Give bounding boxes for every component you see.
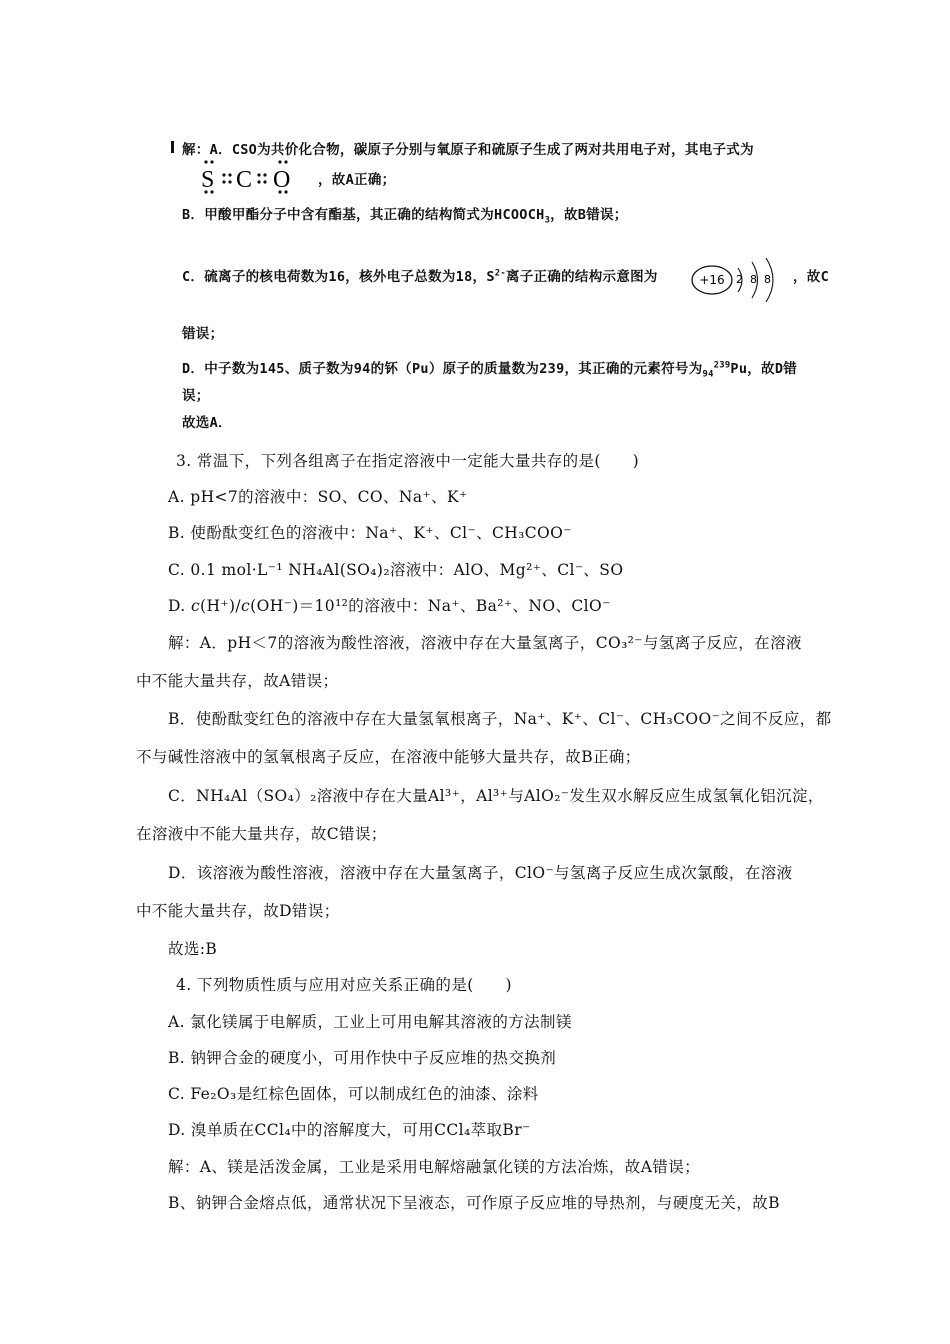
answer-2-text-d3: ，故C — [793, 269, 830, 285]
question-3-answer-5-text: C．NH₄Al（SO₄）₂溶液中存在大量Al³⁺，Al³⁺与AlO₂⁻发生双水解反应生成氢氧化铝沉淀， — [168, 787, 824, 805]
question-3-answer-3 — [168, 707, 831, 729]
answer-2-line-b — [318, 168, 395, 188]
question-3-answer-6 — [136, 822, 387, 844]
question-3-stem — [176, 449, 639, 471]
question-4-option-a-text: A. 氯化镁属于电解质，工业上可用电解其溶液的方法制镁 — [168, 1013, 572, 1031]
answer-2-text-c: B．甲酸甲酯分子中含有酯基，其正确的结构简式为HCOOCH — [182, 207, 545, 223]
nucleus-charge: +16 — [699, 273, 725, 287]
answer-2-line-a — [182, 138, 754, 158]
answer-2-line-d3 — [793, 265, 829, 285]
concentration-symbol: c — [241, 597, 251, 615]
question-3-option-a — [168, 485, 468, 507]
answer-2-line-g — [182, 384, 210, 404]
question-3-answer-2-text: 中不能大量共存，故A错误； — [136, 672, 339, 690]
question-4-option-a — [168, 1010, 572, 1032]
answer-2-text-c2: ，故B错误； — [550, 207, 628, 223]
question-3-answer-6-text: 在溶液中不能大量共存，故C错误； — [136, 825, 387, 843]
question-3-answer-2 — [136, 669, 338, 691]
shell-1-electrons: 2 — [736, 273, 743, 286]
answer-2-line-c — [182, 203, 628, 226]
question-4-option-b — [168, 1046, 556, 1068]
answer-2-text-d: C．硫离子的核电荷数为16，核外电子总数为18，S — [182, 269, 495, 285]
answer-2-text-d2: 离子正确的结构示意图为 — [505, 269, 658, 285]
question-4-answer-1 — [168, 1155, 700, 1177]
question-3-option-c — [168, 558, 623, 580]
question-4-option-b-text: B. 钠钾合金的硬度小，可用作快中子反应堆的热交换剂 — [168, 1049, 557, 1067]
question-4-stem — [176, 973, 512, 995]
shell-3-electrons: 8 — [764, 273, 771, 286]
question-4-option-d — [168, 1118, 531, 1140]
question-3-option-b-text: B. 使酚酞变红色的溶液中：Na⁺、K⁺、Cl⁻、CH₃COO⁻ — [168, 524, 572, 542]
question-3-answer-8 — [136, 899, 340, 921]
question-3-answer-4 — [136, 745, 641, 767]
question-3-answer-9-text: 故选:B — [168, 940, 218, 958]
question-3-answer-7-text: D．该溶液为酸性溶液，溶液中存在大量氢离子，ClO⁻与氢离子反应生成次氯酸，在溶液 — [168, 864, 793, 882]
question-4-answer-1-text: 解：A、镁是活泼金属，工业是采用电解熔融氯化镁的方法冶炼，故A错误； — [168, 1158, 700, 1176]
question-3-answer-8-text: 中不能大量共存，故D错误； — [136, 902, 340, 920]
question-3-answer-9 — [168, 937, 217, 959]
question-3-answer-7 — [168, 861, 793, 883]
shell-2-electrons: 8 — [750, 273, 757, 286]
question-4-stem-text: 4. 下列物质性质与应用对应关系正确的是( ) — [176, 976, 512, 994]
lewis-structure-cso — [200, 158, 310, 194]
question-3-option-d-mid: (H⁺)/ — [200, 597, 242, 615]
answer-2-line-h — [182, 411, 232, 431]
lewis-s: S — [201, 167, 215, 193]
answer-2-line-f — [182, 357, 798, 380]
concentration-symbol: c — [190, 597, 201, 615]
question-3-option-c-text: C. 0.1 mol·L⁻¹ NH₄Al(SO₄)₂溶液中：AlO、Mg²⁺、Cl⁻、SO — [168, 561, 624, 579]
question-4-option-c — [168, 1082, 539, 1104]
question-4-option-c-text: C. Fe₂O₃是红棕色固体，可以制成红色的油漆、涂料 — [168, 1085, 539, 1103]
question-3-answer-1 — [168, 631, 802, 653]
answer-2-text-f: D．中子数为145、质子数为94的钚（Pu）原子的质量数为239，其正确的元素符号为 — [182, 361, 703, 377]
lewis-c: C — [236, 167, 253, 193]
subscript-3: 3 — [544, 215, 551, 226]
sulfide-ion-structure-diagram — [690, 258, 800, 302]
subscript-94: 94 — [702, 369, 714, 380]
question-3-option-d — [168, 594, 611, 616]
question-4-answer-2 — [168, 1191, 780, 1213]
question-3-option-d-prefix: D. — [168, 597, 191, 615]
question-3-option-a-text: A. pH<7的溶液中：SO、CO、Na⁺、K⁺ — [168, 488, 468, 506]
answer-2-line-e — [182, 322, 223, 342]
question-3-answer-1-text: 解：A．pH＜7的溶液为酸性溶液，溶液中存在大量氢离子，CO₃²⁻与氢离子反应，在溶液 — [168, 634, 802, 652]
lewis-o: O — [273, 167, 291, 193]
question-3-answer-3-text: B．使酚酞变红色的溶液中存在大量氢氧根离子，Na⁺、K⁺、Cl⁻、CH₃COO⁻之间不反应，都 — [168, 710, 832, 728]
superscript-239: 239 — [713, 360, 731, 371]
answer-2-text-f2: Pu，故D错 — [730, 361, 798, 377]
question-4-option-d-text: D. 溴单质在CCl₄中的溶解度大，可用CCl₄萃取Br⁻ — [168, 1121, 531, 1139]
margin-marker — [171, 141, 174, 153]
answer-2-text-h: 故选A． — [182, 415, 232, 431]
question-3-option-b — [168, 521, 572, 543]
answer-2-line-d — [182, 265, 658, 285]
question-3-option-d-end: (OH⁻)＝10¹²的溶液中：Na⁺、Ba²⁺、NO、ClO⁻ — [250, 597, 611, 615]
answer-2-text-a: 解：A．CSO为共价化合物，碳原子分别与氧原子和硫原子生成了两对共用电子对，其电子式为 — [182, 142, 754, 158]
answer-2-text-e: 错误； — [182, 326, 224, 342]
question-4-answer-2-text: B、钠钾合金熔点低，通常状况下呈液态，可作原子反应堆的导热剂，与硬度无关，故B — [168, 1194, 780, 1212]
question-3-stem-text: 3. 常温下，下列各组离子在指定溶液中一定能大量共存的是( ) — [176, 452, 640, 470]
question-3-answer-4-text: 不与碱性溶液中的氢氧根离子反应，在溶液中能够大量共存，故B正确； — [136, 748, 641, 766]
question-3-answer-5 — [168, 784, 824, 806]
superscript-2-minus: 2- — [494, 268, 506, 279]
answer-2-text-g: 误； — [182, 388, 210, 404]
answer-2-text-b: ，故A正确； — [318, 172, 396, 188]
